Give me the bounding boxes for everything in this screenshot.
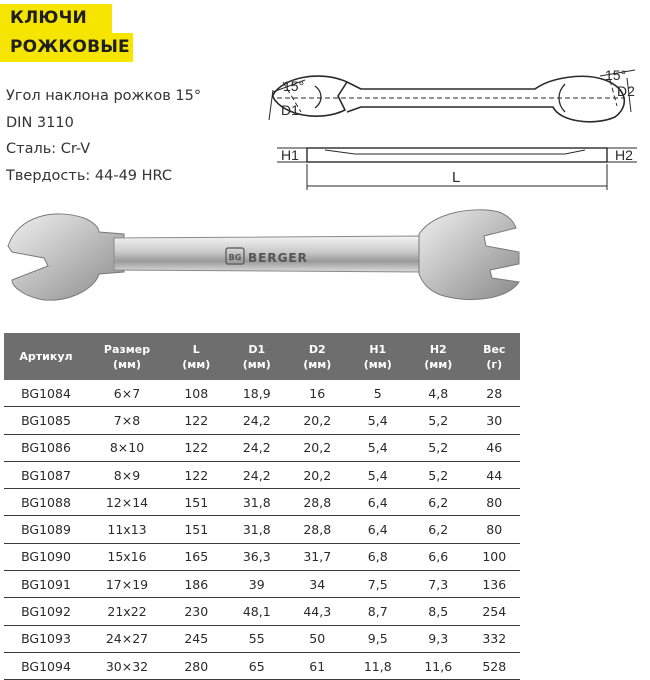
title-block: [0, 0, 133, 62]
wrench-outline-top: [273, 76, 624, 122]
header-weight: Вес (г): [469, 333, 521, 380]
header-d2: D2 (мм): [287, 333, 348, 380]
angle-right-label: 15°: [605, 67, 627, 83]
spec-steel: Сталь: Cr-V: [6, 141, 91, 157]
header-size: Размер (мм): [88, 333, 166, 380]
spec-table: [4, 333, 520, 680]
spec-angle: Угол наклона рожков 15°: [6, 88, 202, 104]
wrench-side-view: [307, 148, 607, 162]
header-h1: H1 (мм): [348, 333, 409, 380]
table-row: BG1085 7×8 122 24,2 20,2 5,4 5,2 30: [4, 407, 520, 434]
header-article: Артикул: [4, 333, 88, 380]
table-row: BG1088 12×14 151 31,8 28,8 6,4 6,2 80: [4, 489, 520, 516]
brand-name: BERGER: [248, 251, 308, 265]
d1-label: D1: [281, 102, 299, 118]
title-line-1: КЛЮЧИ: [0, 4, 112, 33]
header-l: L (мм): [166, 333, 227, 380]
table-row: BG1094 30×32 280 65 61 11,8 11,6 528: [4, 652, 520, 679]
table-row: BG1090 15x16 165 36,3 31,7 6,8 6,6 100: [4, 543, 520, 570]
table-row: BG1086 8×10 122 24,2 20,2 5,4 5,2 46: [4, 434, 520, 461]
spec-din: DIN 3110: [6, 114, 74, 131]
table-row: BG1089 11x13 151 31,8 28,8 6,4 6,2 80: [4, 516, 520, 543]
table-row: BG1087 8×9 122 24,2 20,2 5,4 5,2 44: [4, 461, 520, 488]
brand-logo-text: BG: [228, 253, 242, 262]
wrench-photo: [4, 206, 524, 306]
spec-hardness: Твердость: 44-49 HRC: [6, 167, 173, 184]
technical-drawing: [265, 62, 645, 192]
specs-list: [6, 86, 201, 192]
header-d1: D1 (мм): [227, 333, 288, 380]
header-h2: H2 (мм): [408, 333, 469, 380]
length-label: L: [452, 169, 461, 186]
d2-label: D2: [617, 83, 635, 99]
table-row: BG1093 24×27 245 55 50 9,5 9,3 332: [4, 625, 520, 652]
h1-label: H1: [281, 147, 299, 163]
table-row: BG1092 21x22 230 48,1 44,3 8,7 8,5 254: [4, 598, 520, 625]
table-row: BG1091 17×19 186 39 34 7,5 7,3 136: [4, 571, 520, 598]
wrench-photo-right-head: [419, 210, 519, 300]
table-row: BG1084 6×7 108 18,9 16 5 4,8 28: [4, 380, 520, 407]
wrench-photo-left-head: [8, 214, 124, 300]
angle-left-label: 15°: [283, 78, 305, 94]
h2-label: H2: [615, 147, 633, 163]
table-header-row: [4, 333, 520, 380]
title-line-2: РОЖКОВЫЕ: [0, 33, 133, 62]
